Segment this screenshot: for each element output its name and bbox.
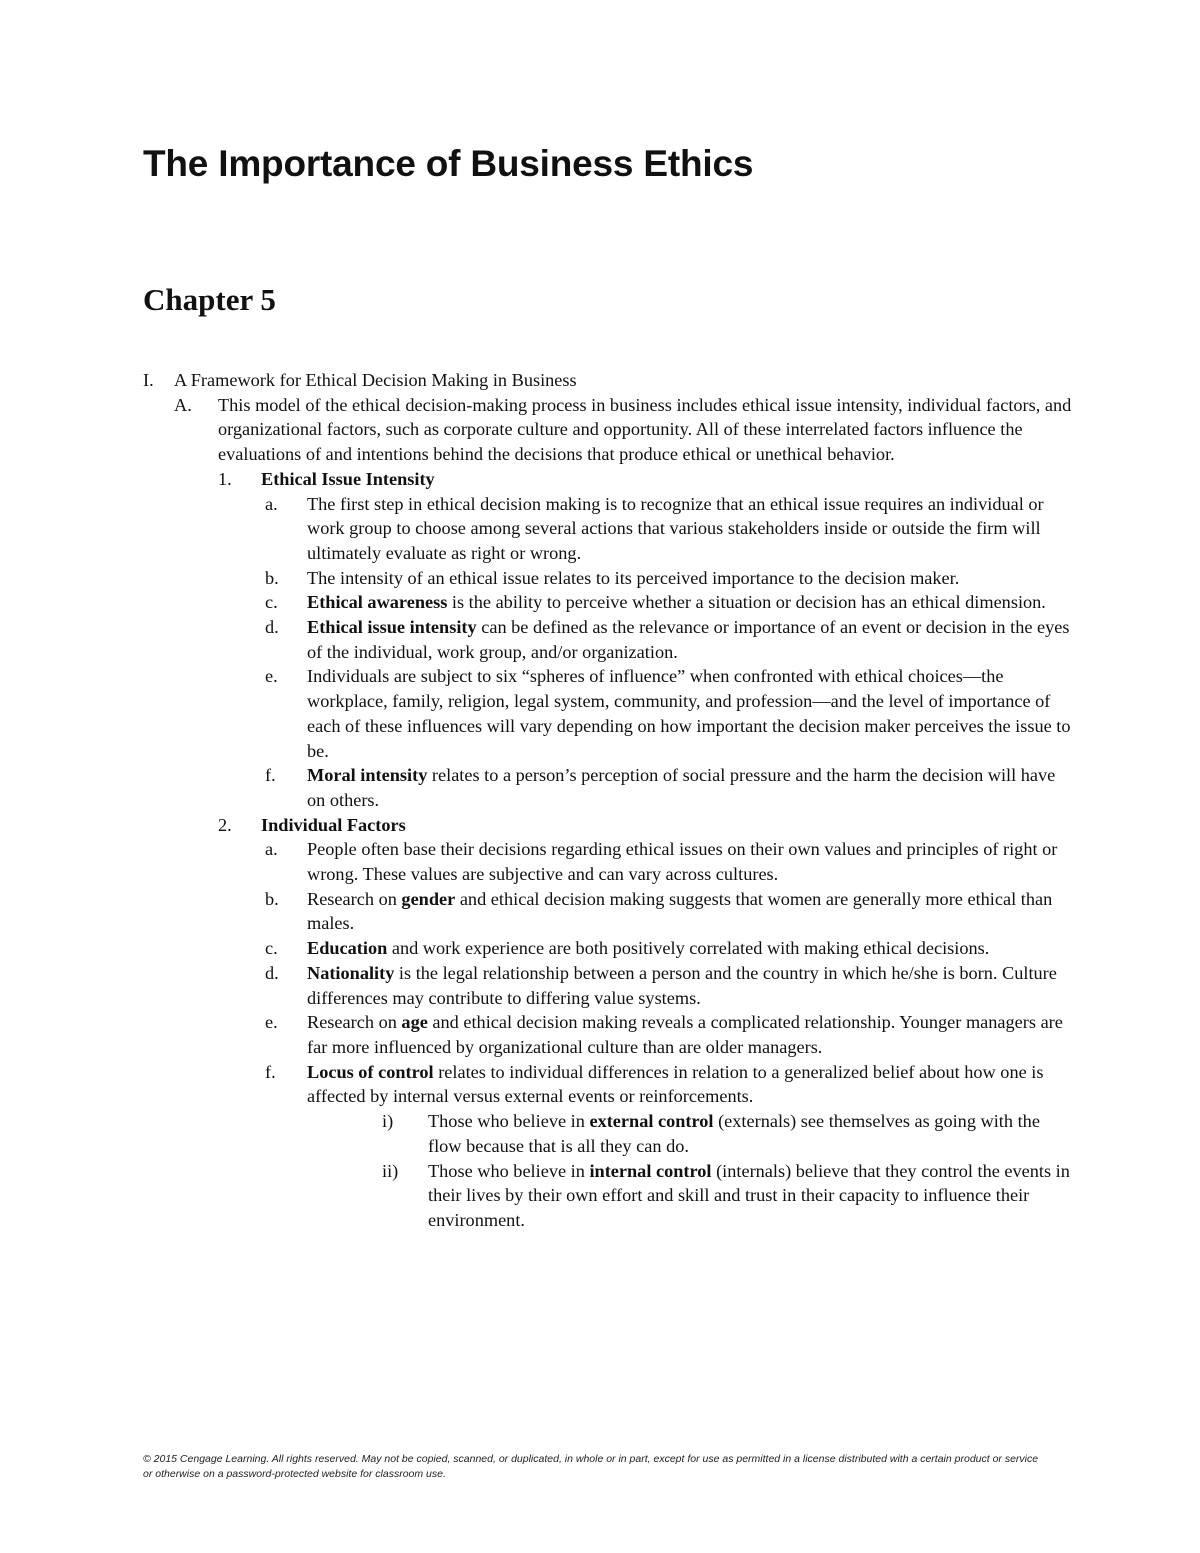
item-2f-i <box>143 1109 1073 1158</box>
item-text <box>143 887 1073 936</box>
item-2c <box>143 936 1073 961</box>
item-text: The intensity of an ethical issue relates to its perceived importance to the decision maker. <box>307 567 960 588</box>
item-text-rest: and ethical decision making reveals a complicated relationship. Younger managers are far more influenced by organizational culture than are older managers. <box>307 1012 1063 1057</box>
item-text-rest: is the ability to perceive whether a situation or decision has an ethical dimension. <box>447 592 1046 613</box>
item-1c <box>143 590 1073 615</box>
item-text-rest: (internals) believe that they control the events in their lives by their own effort and skill and trust in their capacity to influence their environment. <box>428 1160 1070 1230</box>
item-text-rest: relates to a person’s perception of social pressure and the harm the decision will have on others. <box>307 765 1056 810</box>
outline-label: c. <box>265 592 278 613</box>
item-text <box>143 1010 1073 1059</box>
outline-label: A. <box>174 394 192 415</box>
section-i-heading: A Framework for Ethical Decision Making in Business <box>174 370 577 390</box>
outline-label: d. <box>265 962 279 983</box>
item-text-pre: Those who believe in <box>428 1111 590 1132</box>
item-text-rest: (externals) see themselves as going with the flow because that is all they can do. <box>428 1111 1040 1156</box>
item-1 <box>143 467 1073 492</box>
outline-label: f. <box>265 765 276 786</box>
item-1-heading: Ethical Issue Intensity <box>261 468 435 489</box>
item-text: The first step in ethical decision making is to recognize that an ethical issue requires an individual or work group to choose among several actions that various stakeholders inside or outside the firm will ultimately evaluate as right or wrong. <box>307 493 1044 563</box>
item-2b <box>143 887 1073 936</box>
item-text-rest: and work experience are both positively correlated with making ethical decisions. <box>387 938 990 959</box>
key-term: Ethical issue intensity <box>307 617 477 638</box>
outline-label: 2. <box>218 814 232 835</box>
outline-label: e. <box>265 1012 278 1033</box>
outline-label: e. <box>265 666 278 687</box>
outline-label: f. <box>265 1061 276 1082</box>
copyright-footer: © 2015 Cengage Learning. All rights reserved. May not be copied, scanned, or duplicated, in whole or in part, except for use as permitted in a license distributed with a certain product or service or otherwise on a password-protected website for classroom use. <box>143 1453 1039 1480</box>
item-text <box>143 590 1073 615</box>
item-text-rest: relates to individual differences in relation to a generalized belief about how one is affected by internal versus external events or reinforcements. <box>307 1061 1044 1107</box>
key-term: Locus of control <box>307 1061 434 1082</box>
key-term: external control <box>589 1111 714 1132</box>
item-text-rest: and ethical decision making suggests that women are generally more ethical than males. <box>307 888 1053 934</box>
section-a-text: This model of the ethical decision-making process in business includes ethical issue intensity, individual factors, and organizational factors, such as corporate culture and opportunity. All of these interrelated factors influence the evaluations of and intentions behind the decisions that produce ethical or unethical behavior. <box>218 394 1072 465</box>
item-text-pre: Research on <box>307 888 402 909</box>
document-title: The Importance of Business Ethics <box>143 143 754 184</box>
key-term: age <box>401 1012 428 1033</box>
item-1e <box>143 664 1073 763</box>
item-1b <box>143 566 1073 591</box>
item-2d <box>143 961 1073 1010</box>
item-2-heading: Individual Factors <box>261 814 406 835</box>
item-text <box>143 1060 1073 1109</box>
outline-label: b. <box>265 888 279 909</box>
section-i <box>143 368 1073 393</box>
item-text-pre: Research on <box>307 1012 402 1033</box>
item-2a <box>143 837 1073 886</box>
item-2 <box>143 813 1073 838</box>
item-text <box>143 961 1073 1010</box>
item-text <box>143 936 1073 961</box>
key-term: internal control <box>589 1160 712 1181</box>
item-2f <box>143 1060 1073 1109</box>
outline-label: d. <box>265 617 279 638</box>
outline-label: c. <box>265 938 278 959</box>
item-text <box>143 763 1073 812</box>
outline-label: ii) <box>382 1160 399 1181</box>
item-1f <box>143 763 1073 812</box>
item-text-rest: is the legal relationship between a person and the country in which he/she is born. Culture differences may contribute to differing value systems. <box>307 962 1057 1008</box>
outline <box>143 368 1073 1233</box>
item-1a <box>143 492 1073 566</box>
section-a <box>143 393 1073 467</box>
key-term: Education <box>307 938 388 959</box>
item-1d <box>143 615 1073 664</box>
key-term: gender <box>401 888 456 909</box>
outline-label: a. <box>265 839 278 860</box>
item-2e <box>143 1010 1073 1059</box>
item-text <box>143 1109 1073 1158</box>
outline-label: 1. <box>218 468 232 489</box>
chapter-heading: Chapter 5 <box>143 282 276 317</box>
item-text: Individuals are subject to six “spheres of influence” when confronted with ethical choices—the workplace, family, religion, legal system, community, and profession—and the level of importance of each of these influences will vary depending on how important the decision maker perceives the issue to be. <box>307 666 1071 761</box>
key-term: Ethical awareness <box>307 592 448 613</box>
item-2f-ii <box>143 1159 1073 1233</box>
outline-label: i) <box>382 1111 394 1132</box>
key-term: Nationality <box>307 962 395 983</box>
item-text: People often base their decisions regarding ethical issues on their own values and principles of right or wrong. These values are subjective and can vary across cultures. <box>307 839 1058 885</box>
item-text <box>143 615 1073 664</box>
outline-label: I. <box>143 370 154 390</box>
key-term: Moral intensity <box>307 765 428 786</box>
item-text-pre: Those who believe in <box>428 1160 590 1181</box>
item-text <box>143 1159 1073 1233</box>
item-text-rest: can be defined as the relevance or importance of an event or decision in the eyes of the individual, work group, and/or organization. <box>307 617 1070 662</box>
outline-label: a. <box>265 493 278 514</box>
outline-label: b. <box>265 567 279 588</box>
